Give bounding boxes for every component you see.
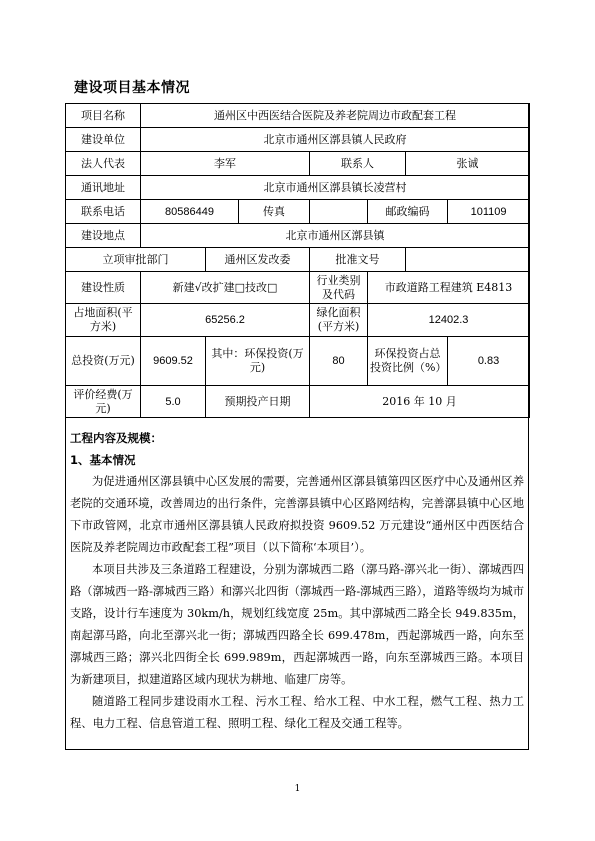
cell-label: 其中：环保投资(万元)	[206, 337, 310, 386]
legal-representative: 李军	[141, 152, 310, 176]
paragraph: 本项目共涉及三条道路工程建设，分别为漷城西二路（漷马路-漷兴北一街）、漷城西四路（漷城西一路-漷城西三路）和漷兴北四街（漷城西一路-漷城西三路），道路等级均为城市支路，设计行车速度为 30km/h，规划红线宽度 25m。其中漷城西二路全长 949.835m，南起漷马路，向北至漷兴北一街；漷城西四路全长 699.478m，西起漷城西一路，向东至漷城西三路；漷兴北四街全长 699.989m，西起漷城西一路，向东至漷城西三路。本项目为新建项目，拟建道路区域内现状为耕地、临建厂房等。	[70, 563, 524, 686]
cell-label: 绿化面积(平方米)	[310, 304, 368, 337]
table-row	[66, 248, 530, 272]
cell-label: 联系人	[310, 152, 406, 176]
approval-number	[406, 248, 530, 272]
postal-code: 101109	[448, 200, 530, 224]
cell-label: 联系电话	[66, 200, 141, 224]
project-name: 通州区中西医结合医院及养老院周边市政配套工程	[141, 104, 530, 128]
cell-label: 建设单位	[66, 128, 141, 152]
env-investment: 80	[310, 337, 368, 386]
project-content	[70, 427, 524, 735]
table-row	[66, 152, 530, 176]
construction-nature: 新建√改扩建□技改□	[141, 272, 310, 304]
cell-label: 评价经费(万元)	[66, 386, 141, 418]
page-number: 1	[294, 784, 301, 794]
cell-label: 法人代表	[66, 152, 141, 176]
land-area: 65256.2	[141, 304, 310, 337]
env-investment-ratio: 0.83	[448, 337, 530, 386]
cell-label: 环保投资占总投资比例（%）	[368, 337, 448, 386]
cell-label: 项目名称	[66, 104, 141, 128]
evaluation-fee: 5.0	[141, 386, 206, 418]
paragraph: 为促进通州区漷县镇中心区发展的需要，完善通州区漷县镇第四区医疗中心及通州区养老院的交通环境，改善周边的出行条件，完善漷县镇中心区路网结构，完善漷县镇中心区地下市政管网，北京市通州区漷县镇人民政府拟投资 9609.52 万元建设“通州区中西医结合医院及养老院周边市政配套工程”项目（以下简称‘本项目’）。	[70, 475, 524, 554]
cell-label: 通讯地址	[66, 176, 141, 200]
cell-label: 立项审批部门	[66, 248, 206, 272]
construction-site: 北京市通州区漷县镇	[141, 224, 530, 248]
expected-operation-date: 2016 年 10 月	[310, 386, 530, 418]
total-investment: 9609.52	[141, 337, 206, 386]
industry-category: 市政道路工程建筑 E4813	[368, 272, 530, 304]
cell-label: 邮政编码	[368, 200, 448, 224]
fax-number	[310, 200, 368, 224]
approval-department: 通州区发改委	[206, 248, 310, 272]
cell-label: 建设地点	[66, 224, 141, 248]
cell-label: 传真	[239, 200, 310, 224]
table-row	[66, 224, 530, 248]
cell-label: 总投资(万元)	[66, 337, 141, 386]
paragraph: 随道路工程同步建设雨水工程、污水工程、给水工程、中水工程，燃气工程、热力工程、电力工程、信息管道工程、照明工程、绿化工程及交通工程等。	[70, 695, 524, 730]
construction-unit: 北京市通州区漷县镇人民政府	[141, 128, 530, 152]
table-row	[66, 386, 530, 418]
mailing-address: 北京市通州区漷县镇长凌营村	[141, 176, 530, 200]
table-row	[66, 104, 530, 128]
table-row	[66, 128, 530, 152]
cell-label: 行业类别及代码	[310, 272, 368, 304]
phone-number: 80586449	[141, 200, 239, 224]
table-row	[66, 200, 530, 224]
table-row	[66, 304, 530, 337]
green-area: 12402.3	[368, 304, 530, 337]
cell-label: 批准文号	[310, 248, 406, 272]
table-row	[66, 176, 530, 200]
table-row	[66, 272, 530, 304]
cell-label: 占地面积(平方米)	[66, 304, 141, 337]
content-heading: 工程内容及规模：	[70, 431, 162, 445]
cell-label: 预期投产日期	[206, 386, 310, 418]
section-heading: 1、基本情况	[70, 453, 136, 467]
page-title: 建设项目基本情况	[74, 80, 190, 96]
project-info-table	[65, 103, 530, 418]
cell-label: 建设性质	[66, 272, 141, 304]
contact-person: 张诚	[406, 152, 530, 176]
table-row	[66, 337, 530, 386]
